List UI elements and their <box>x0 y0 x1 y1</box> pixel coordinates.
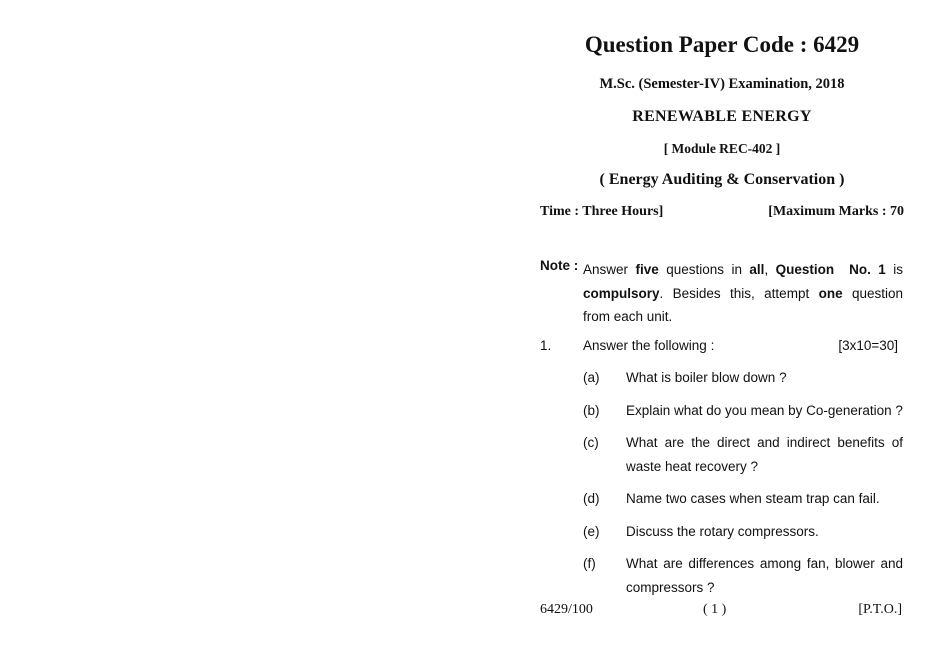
footer-paper-code: 6429/100 <box>540 602 593 617</box>
sub-question-text: What are the direct and indirect benefits of waste heat recovery ? <box>626 435 903 474</box>
note-instructions <box>583 258 903 329</box>
note-part: . Besides this, attempt <box>659 285 819 301</box>
note-part: question from each unit. <box>583 285 904 324</box>
time-allowed: Time : Three Hours] <box>540 204 664 219</box>
sub-question-text: What is boiler blow down ? <box>626 370 787 385</box>
question-text: Answer the following : <box>583 338 715 353</box>
note-part-bold: compulsory <box>583 285 660 301</box>
sub-question-label: (d) <box>583 491 600 506</box>
note-label: Note : <box>540 258 579 273</box>
sub-question-label: (c) <box>583 435 599 450</box>
note-part: is <box>885 262 903 277</box>
module-code: [ Module REC-402 ] <box>663 141 781 156</box>
question-number: 1. <box>540 338 552 353</box>
paper-title: ( Energy Auditing & Conservation ) <box>599 171 845 188</box>
note-part-bold: five <box>635 262 659 277</box>
note-part-bold: all <box>749 262 765 277</box>
maximum-marks: [Maximum Marks : 70 <box>768 204 904 219</box>
exam-name: M.Sc. (Semester-IV) Examination, 2018 <box>599 76 845 92</box>
question-marks: [3x10=30] <box>838 338 898 353</box>
sub-question-text: Name two cases when steam trap can fail. <box>626 491 880 506</box>
sub-question-label: (a) <box>583 370 600 385</box>
note-part-bold: Question No. 1 <box>775 262 886 277</box>
sub-question-label: (f) <box>583 556 596 571</box>
question-paper-code: Question Paper Code : 6429 <box>584 32 860 57</box>
note-part-bold: one <box>818 285 843 301</box>
subject-title: RENEWABLE ENERGY <box>632 108 812 125</box>
sub-question-text: What are differences among fan, blower and compressors ? <box>626 556 903 595</box>
please-turn-over: [P.T.O.] <box>858 602 902 617</box>
sub-question-label: (e) <box>583 524 600 539</box>
note-part: questions in <box>658 262 750 277</box>
note-part: , <box>764 262 776 277</box>
sub-question-label: (b) <box>583 403 600 418</box>
sub-question-text: Explain what do you mean by Co-generation ? <box>626 403 903 418</box>
sub-question-text: Discuss the rotary compressors. <box>626 524 819 539</box>
page-number: ( 1 ) <box>703 602 727 617</box>
note-part: Answer <box>583 262 636 277</box>
